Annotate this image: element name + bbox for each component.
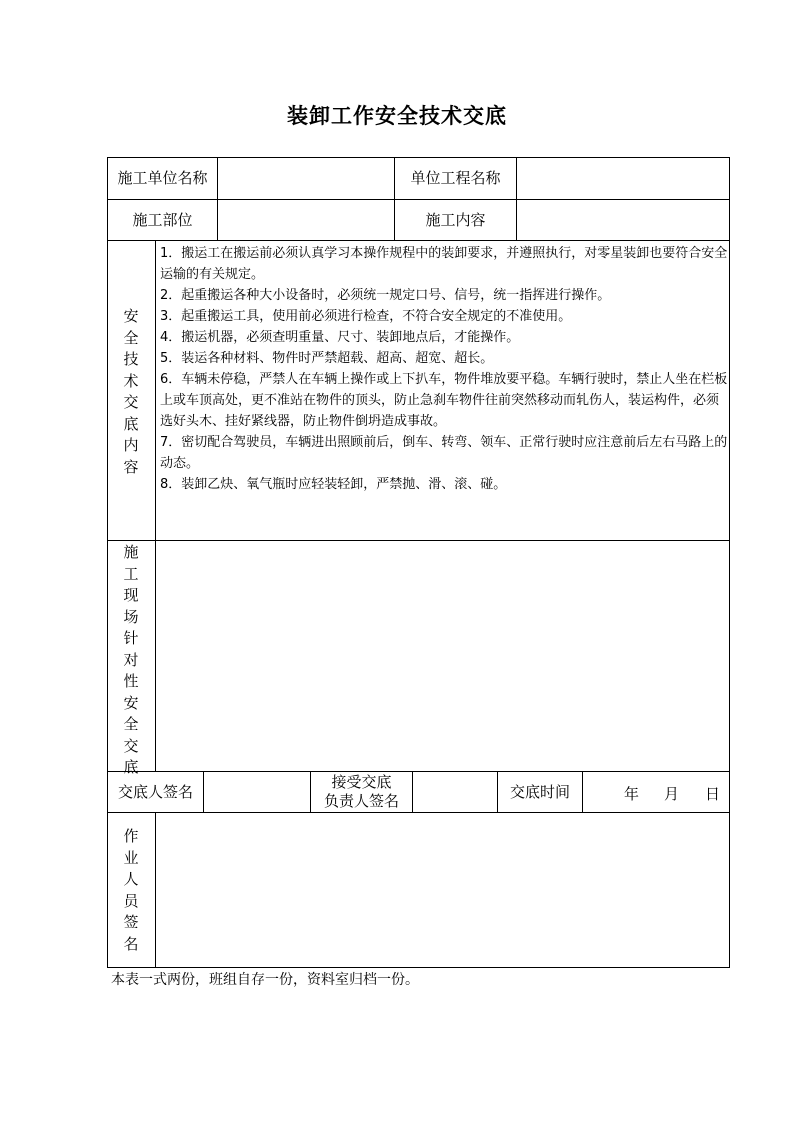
receiver-label-line1: 接受交底 — [331, 773, 392, 791]
sign-divider-3 — [412, 771, 413, 812]
safety-item: 6．车辆未停稳，严禁人在车辆上操作或上下扒车，物件堆放要平稳。车辆行驶时，禁止人坐在栏板上或车顶高处，更不准站在物件的顶头，防止急刹车物件往前突然移动而轧伤人，装运构件，必须选好头木、挂好紧线器，防止物件倒坍造成事故。 — [160, 372, 728, 429]
unit-name-label: 施工单位名称 — [117, 169, 208, 187]
header-divider-3 — [516, 157, 517, 240]
project-name-label: 单位工程名称 — [410, 169, 501, 187]
table-border-left — [107, 157, 108, 968]
safety-item: 4．搬运机器，必须查明重量、尺寸、装卸地点后，才能操作。 — [160, 330, 520, 345]
section-label-divider-2 — [155, 812, 156, 967]
header-divider-1 — [217, 157, 218, 240]
content-label: 施工内容 — [425, 211, 486, 229]
sign-divider-1 — [203, 771, 204, 812]
table-rule-row5 — [107, 812, 730, 813]
date-day: 日 — [705, 785, 721, 803]
receiver-label-line2: 负责人签名 — [323, 792, 399, 810]
table-border-bottom — [107, 967, 730, 968]
safety-items-list — [160, 243, 728, 495]
time-label: 交底时间 — [509, 783, 570, 801]
table-rule-row4 — [107, 771, 730, 772]
workers-section-label: 作业人员签名 — [123, 827, 139, 953]
date-year: 年 — [624, 785, 640, 803]
table-rule-row2 — [107, 240, 730, 241]
footer-note: 本表一式两份，班组自存一份，资料室归档一份。 — [111, 972, 419, 988]
table-rule-row3 — [107, 540, 730, 541]
page-title: 装卸工作安全技术交底 — [287, 103, 507, 128]
safety-item: 2．起重搬运各种大小设备时，必须统一规定口号、信号，统一指挥进行操作。 — [160, 288, 611, 303]
safety-item: 7．密切配合驾驶员，车辆进出照顾前后，倒车、转弯、领车、正常行驶时应注意前后左右马路上的动态。 — [160, 435, 728, 471]
table-border-right — [729, 157, 730, 968]
location-label: 施工部位 — [132, 211, 193, 229]
site-section-label: 施工现场针对性安全交底 — [123, 543, 139, 776]
section-label-divider — [155, 240, 156, 771]
date-month: 月 — [664, 785, 680, 803]
safety-item: 3．起重搬运工具，使用前必须进行检查，不符合安全规定的不准使用。 — [160, 309, 572, 324]
safety-item: 8．装卸乙炔、氧气瓶时应轻装轻卸，严禁抛、滑、滚、碰。 — [160, 477, 507, 492]
table-border-top — [107, 157, 730, 158]
sign-divider-5 — [582, 771, 583, 812]
table-rule-row1 — [107, 199, 730, 200]
safety-item: 5．装运各种材料、物件时严禁超载、超高、超宽、超长。 — [160, 351, 494, 366]
safety-section-label: 安全技术交底内容 — [123, 307, 139, 476]
safety-item: 1．搬运工在搬运前必须认真学习本操作规程中的装卸要求，并遵照执行，对零星装卸也要符合安全运输的有关规定。 — [160, 246, 728, 282]
discloser-label: 交底人签名 — [117, 783, 193, 801]
